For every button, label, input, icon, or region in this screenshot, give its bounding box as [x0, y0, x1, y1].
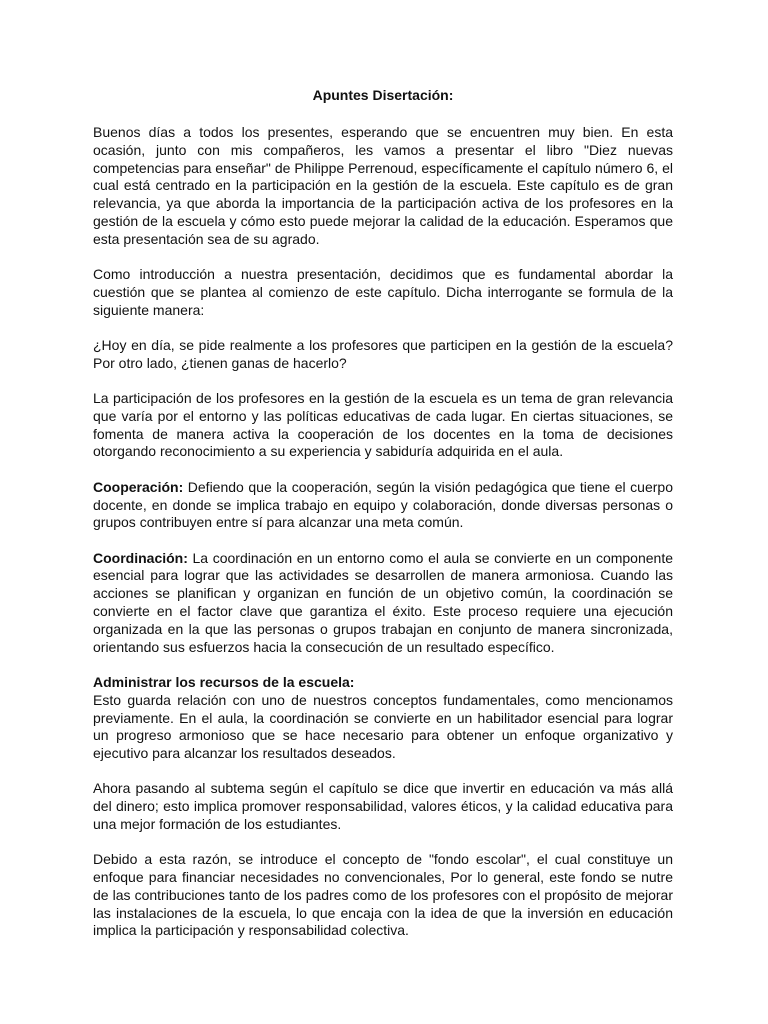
- paragraph-text: Esto guarda relación con uno de nuestros conceptos fundamentales, como mencionamos previamente. En el aula, la coordinación se convierte en un habilitador esencial para lograr un progreso armonioso que se hace necesario para obtener un enfoque organizativo y ejecutivo para alcanzar los resultados deseados.: [93, 691, 673, 762]
- paragraph-text: La participación de los profesores en la gestión de la escuela es un tema de gran relevancia que varía por el entorno y las políticas educativas de cada lugar. En ciertas situaciones, se fomenta de manera activa la cooperación de los docentes en la toma de decisiones otorgando reconocimiento a su experiencia y sabiduría adquirida en el aula.: [93, 390, 673, 460]
- paragraph-school-fund: [93, 851, 673, 940]
- paragraph-question: [93, 337, 673, 373]
- paragraph-text: ¿Hoy en día, se pide realmente a los profesores que participen en la gestión de la escuela? Por otro lado, ¿tienen ganas de hacerlo?: [93, 336, 673, 371]
- paragraph-participation: [93, 390, 673, 461]
- paragraph-coordination: [93, 550, 673, 657]
- paragraph-text: Ahora pasando al subtema según el capítulo se dice que invertir en educación va más allá del dinero; esto implica promover responsabilidad, valores éticos, y la calidad educativa para una mejor formación de los estudiantes.: [93, 780, 673, 832]
- paragraph-text: Debido a esta razón, se introduce el concepto de "fondo escolar", el cual constituye un enfoque para financiar necesidades no convencionales, Por lo general, este fondo se nutre de las contribuciones tanto de los padres como de los profesores con el propósito de mejorar las instalaciones de la escuela, lo que encaja con la idea de que la inversión en educación implica la participación y responsabilidad colectiva.: [93, 851, 673, 939]
- section-heading-resources: Administrar los recursos de la escuela:: [93, 673, 355, 690]
- paragraph-text: Defiendo que la cooperación, según la visión pedagógica que tiene el cuerpo docente, en donde se implica trabajo en equipo y colaboración, donde diversas personas o grupos contribuyen entre sí para alcanzar una meta común.: [93, 478, 673, 531]
- paragraph-text: Buenos días a todos los presentes, esperando que se encuentren muy bien. En esta ocasión, junto con mis compañeros, les vamos a presentar el libro "Diez nuevas competencias para enseñar" de Philippe Perrenoud, específicamente el capítulo número 6, el cual está centrado en la participación en la gestión de la escuela. Este capítulo es de gran relevancia, ya que aborda la importancia de la participación activa de los profesores en la gestión de la escuela y cómo esto puede mejorar la calidad de la educación. Esperamos que esta presentación sea de su agrado.: [93, 124, 673, 247]
- document-page: [93, 86, 673, 958]
- paragraph-text: La coordinación en un entorno como el aula se convierte en un componente esencial para lograr que las actividades se desarrollen de manera armoniosa. Cuando las acciones se planifican y organizan en función de un objetivo común, la coordinación se convierte en el factor clave que garantiza el éxito. Este proceso requiere una ejecución organizada en la que las personas o grupos trabajan en conjunto de manera sincronizada, orientando sus esfuerzos hacia la consecución de un resultado específico.: [93, 549, 673, 655]
- document-title: Apuntes Disertación:: [312, 87, 454, 103]
- paragraph-resources: [93, 674, 673, 763]
- paragraph-text: Como introducción a nuestra presentación, decidimos que es fundamental abordar la cuestión que se plantea al comienzo de este capítulo. Dicha interrogante se formula de la siguiente manera:: [93, 266, 673, 318]
- paragraph-cooperation: [93, 479, 673, 532]
- paragraph-subtopic: [93, 780, 673, 833]
- paragraph-intro: [93, 124, 673, 249]
- paragraph-introduction-question: [93, 266, 673, 319]
- term-label-cooperation: Cooperación:: [93, 478, 184, 495]
- term-label-coordination: Coordinación:: [93, 549, 188, 566]
